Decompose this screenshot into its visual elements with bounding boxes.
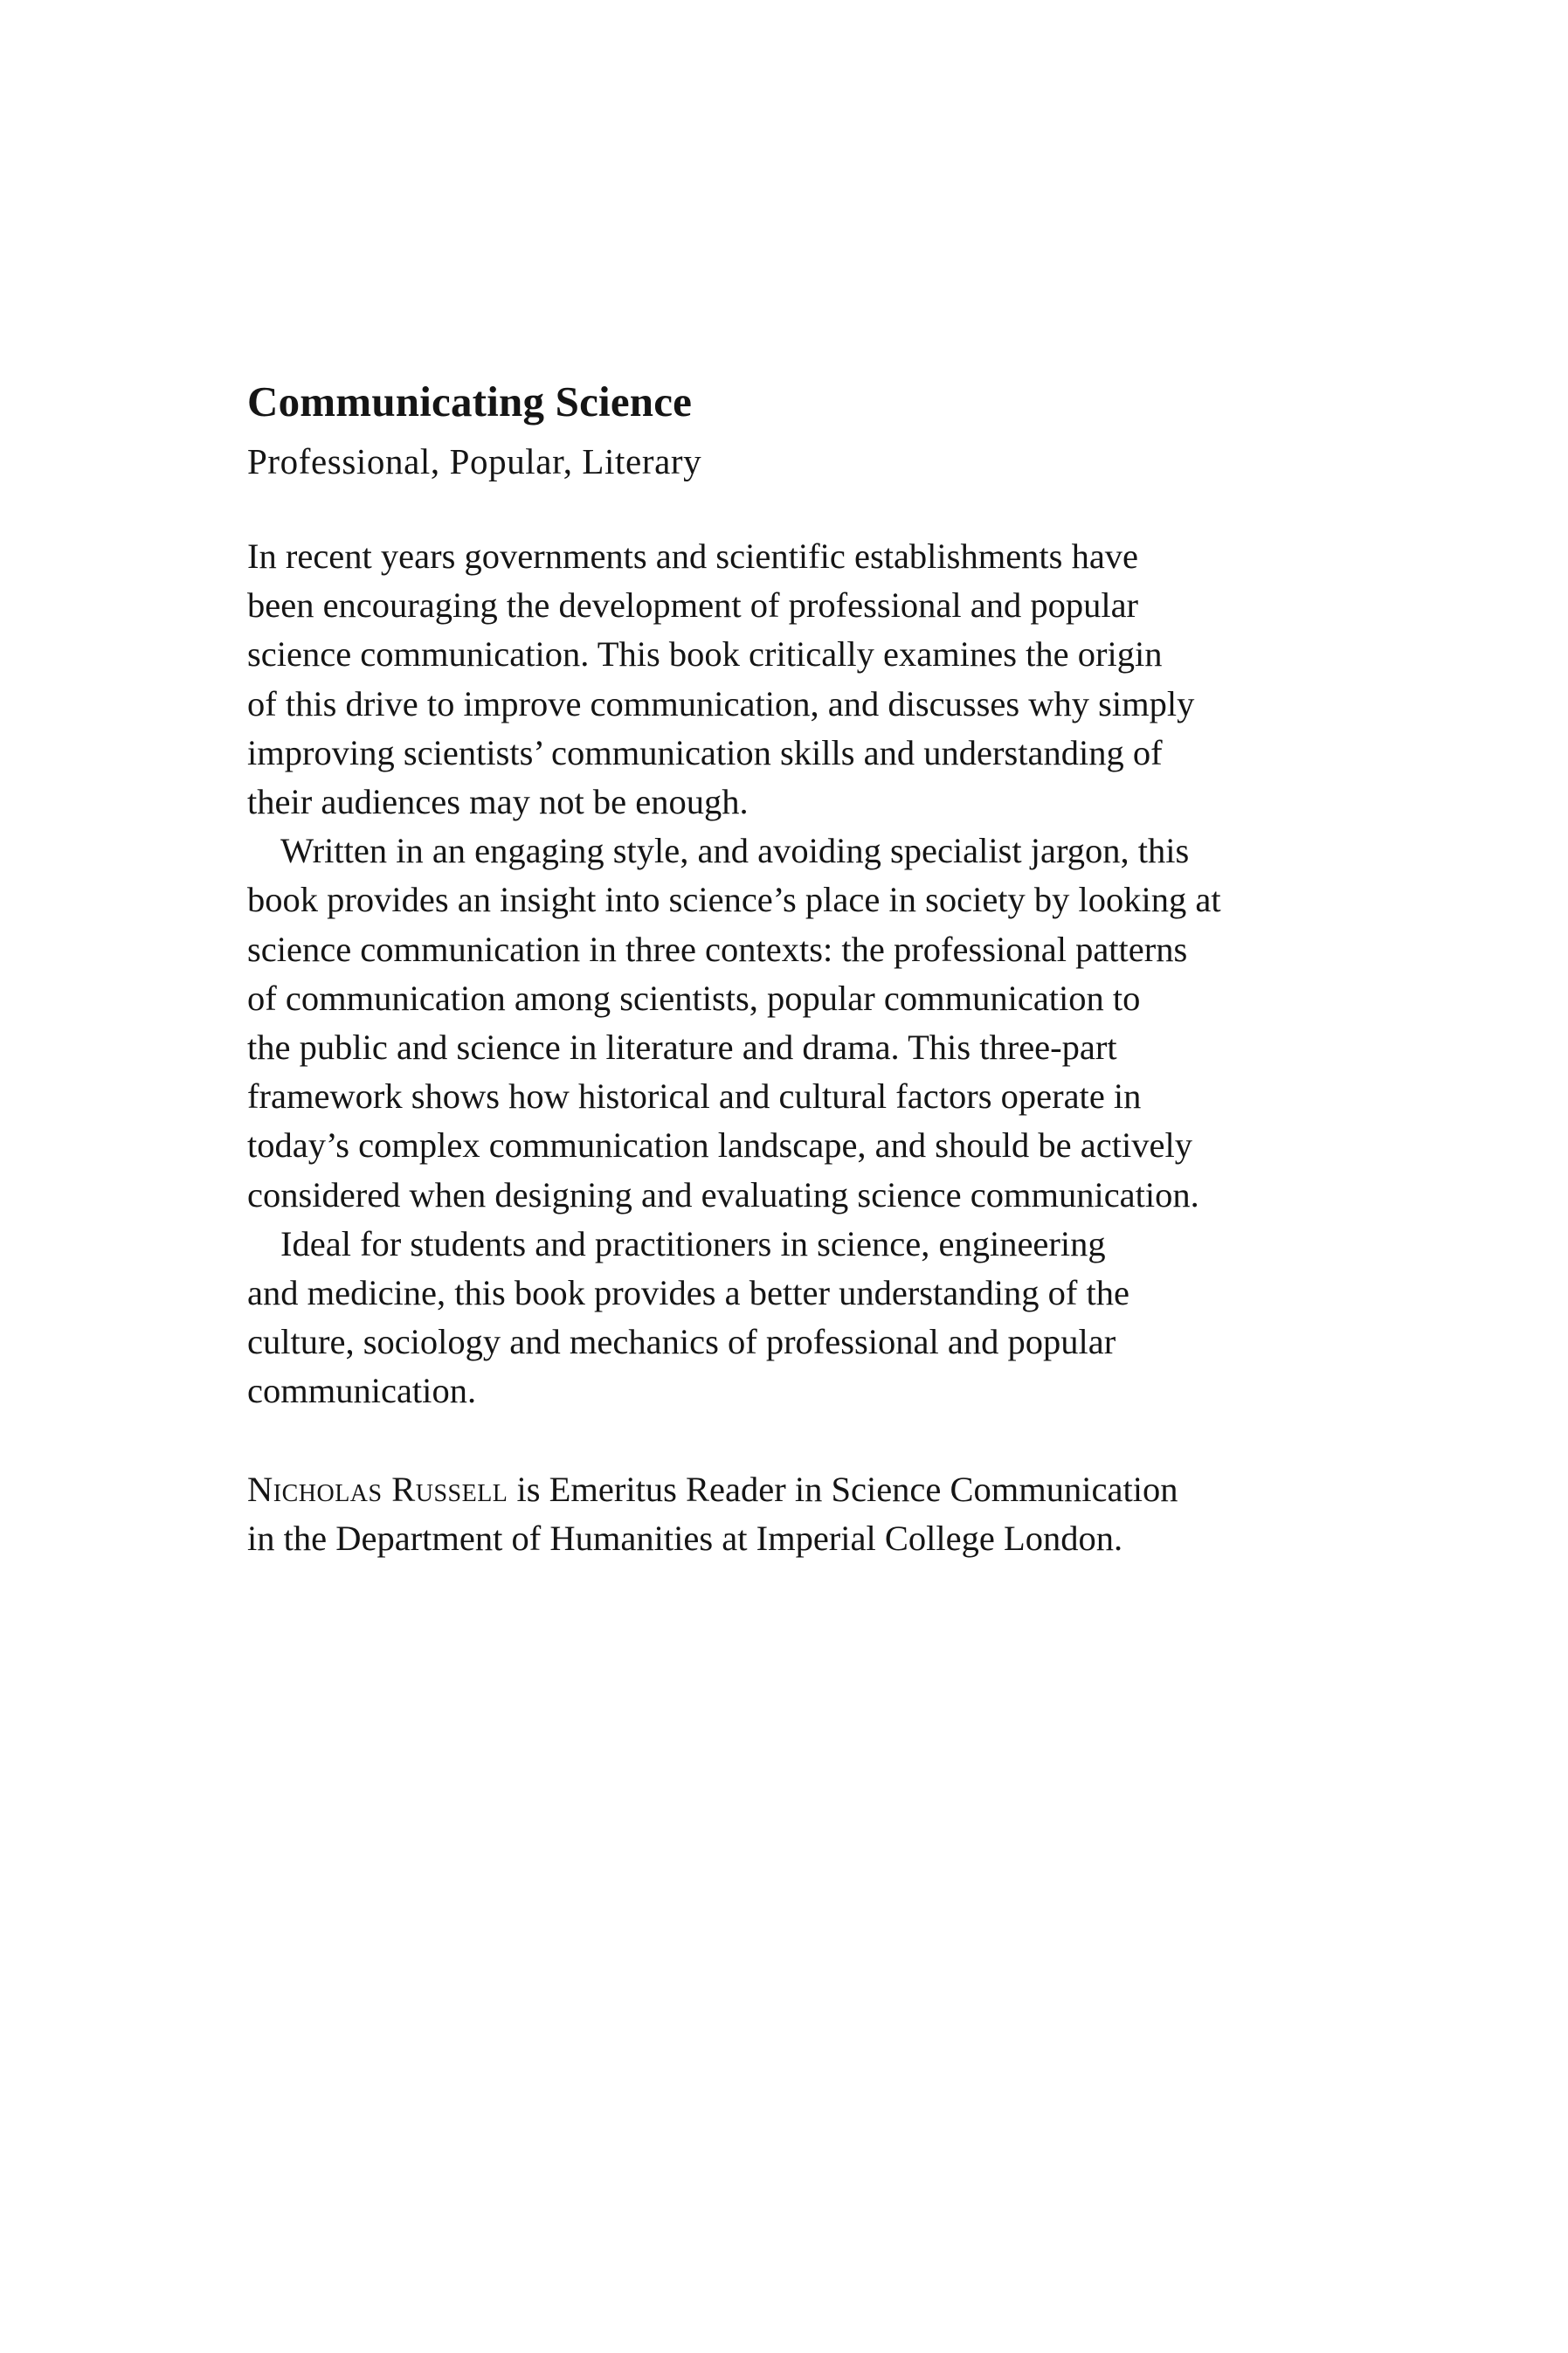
text-line: the public and science in literature and drama. This three-part [247, 1028, 1117, 1068]
book-blurb-page [247, 371, 1348, 1563]
text-line: considered when designing and evaluating science communication. [247, 1174, 1199, 1215]
book-subtitle: Professional, Popular, Literary [247, 441, 702, 481]
blurb-paragraph-1 [247, 532, 1348, 827]
blurb-paragraph-2 [247, 827, 1348, 1220]
text-line: improving scientists’ communication skills and understanding of [247, 732, 1163, 772]
text-line: and medicine, this book provides a better understanding of the [247, 1273, 1129, 1313]
text-line: framework shows how historical and cultural factors operate in [247, 1076, 1142, 1117]
text-line: their audiences may not be enough. [247, 782, 749, 822]
text-line: Written in an engaging style, and avoiding specialist jargon, this [280, 831, 1190, 871]
text-line: Ideal for students and practitioners in science, engineering [280, 1223, 1106, 1263]
author-bio-line-2: in the Department of Humanities at Imperial College London. [247, 1518, 1123, 1558]
blurb [247, 532, 1348, 1416]
text-line: been encouraging the development of professional and popular [247, 585, 1139, 626]
text-line: In recent years governments and scientific establishments have [247, 536, 1139, 576]
text-line: book provides an insight into science’s place in society by looking at [247, 880, 1221, 920]
text-line: science communication. This book critically examines the origin [247, 634, 1163, 675]
author-bio-line-1 [247, 1465, 1348, 1514]
text-line: science communication in three contexts: the professional patterns [247, 929, 1188, 969]
author-bio-text: is Emeritus Reader in Science Communication [508, 1469, 1178, 1509]
text-line: of this drive to improve communication, and discusses why simply [247, 683, 1195, 723]
author-name: Nicholas Russell [247, 1469, 508, 1509]
blurb-paragraph-3 [247, 1220, 1348, 1416]
text-line: today’s complex communication landscape, and should be actively [247, 1125, 1192, 1166]
author-bio [247, 1465, 1348, 1563]
text-line: of communication among scientists, popular communication to [247, 978, 1141, 1018]
book-title: Communicating Science [247, 377, 693, 426]
text-line: communication. [247, 1371, 477, 1411]
text-line: culture, sociology and mechanics of professional and popular [247, 1322, 1116, 1362]
